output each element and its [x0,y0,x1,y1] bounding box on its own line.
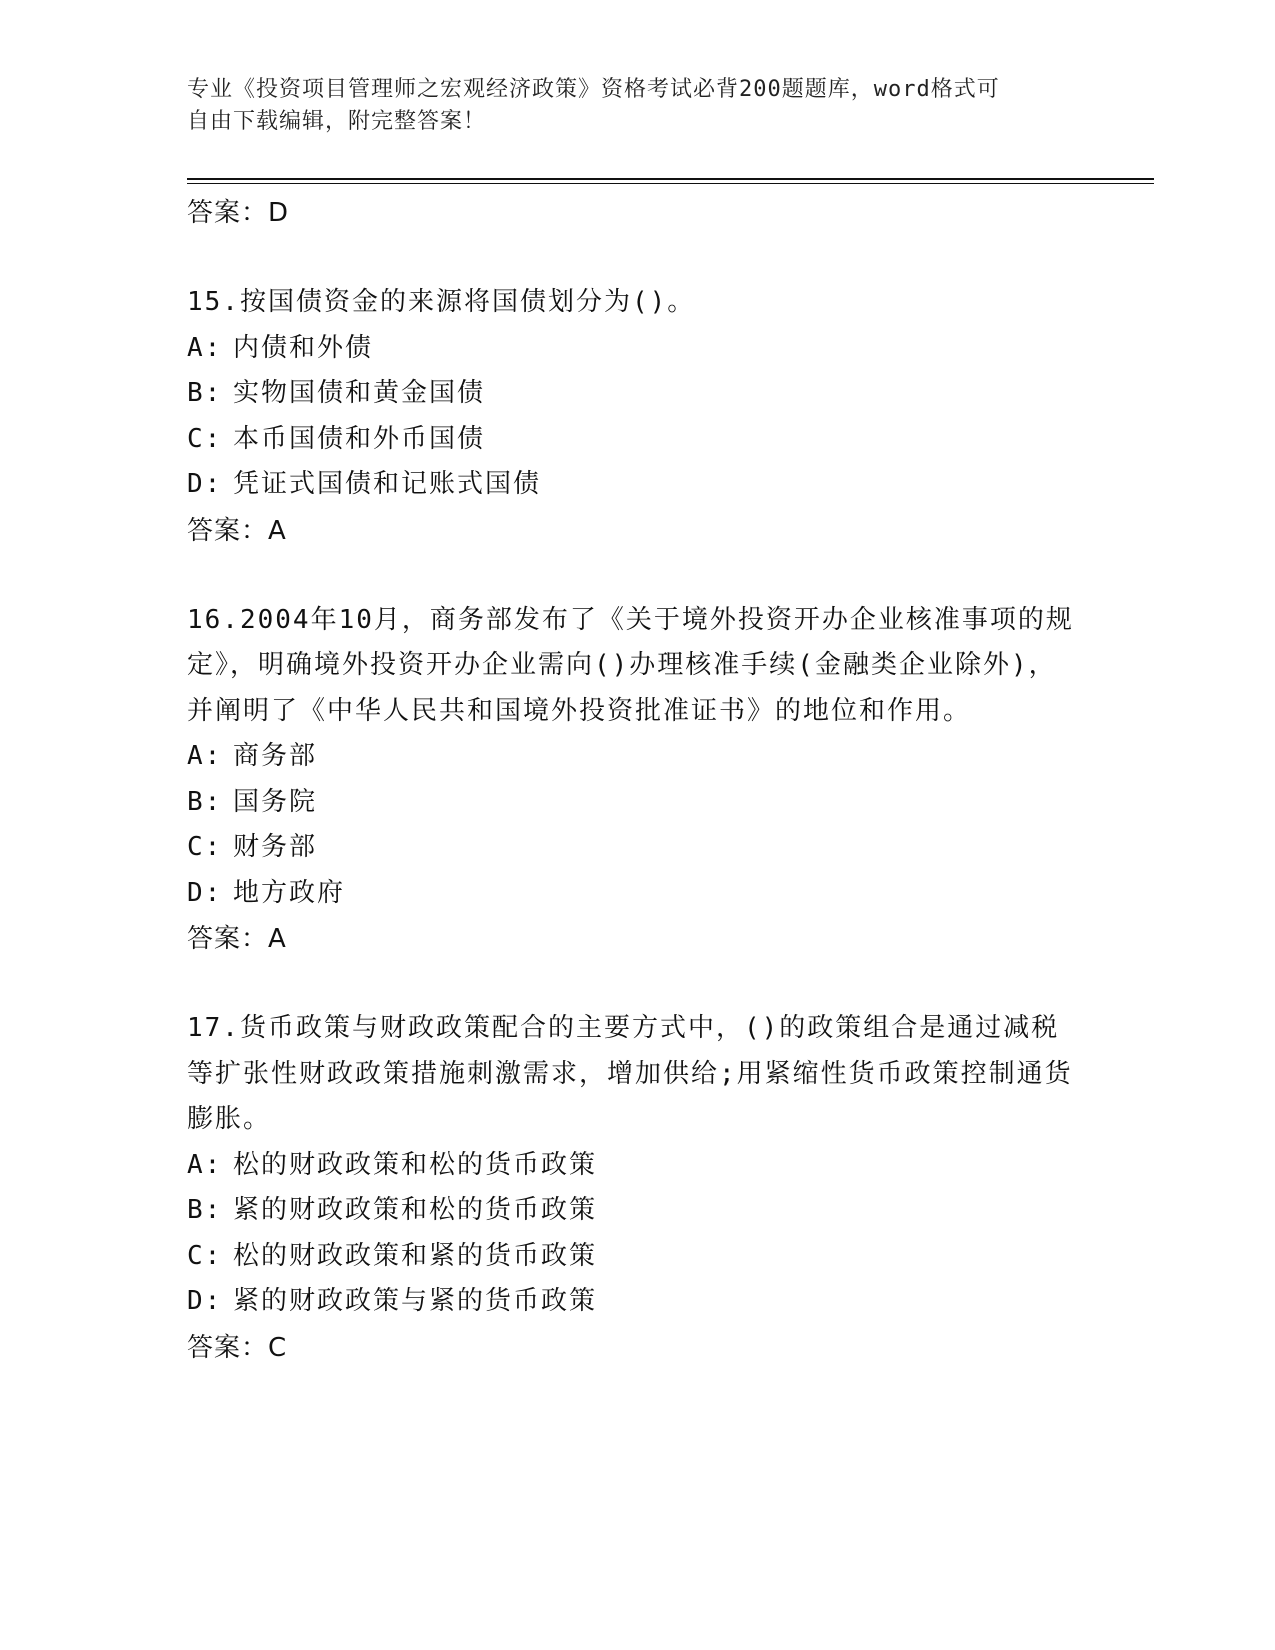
option-text: 紧的财政政策和松的货币政策 [233,1195,598,1225]
header-rule-thin [187,183,1154,184]
option-text: 财务部 [233,832,318,862]
option-c [187,1234,1077,1280]
answer-line: 答案：A [187,924,287,954]
question-stem: 15.按国债资金的来源将国债划分为()。 [187,287,696,317]
option-b [187,780,1077,826]
header-line-1: 专业《投资项目管理师之宏观经济政策》资格考试必背200题题库，word格式可 [187,77,1000,102]
question-17 [187,1006,1077,1371]
question-list [187,190,1077,1371]
option-text: 商务部 [233,741,318,771]
option-letter: D: [187,1286,223,1316]
document-header [187,74,1067,138]
option-letter: C: [187,1240,223,1271]
question-stem: 16.2004年10月，商务部发布了《关于境外投资开办企业核准事项的规定》，明确境外投资开办企业需向()办理核准手续(金融类企业除外)，并阐明了《中华人民共和国境外投资批准证书》的地位和作用。 [187,604,1074,726]
question-16 [187,598,1077,963]
previous-answer: 答案：D [187,198,290,228]
spacer [187,236,1077,280]
option-b [187,1188,1077,1234]
spacer [187,962,1077,1006]
option-text: 内债和外债 [233,332,374,363]
option-c [187,417,1077,463]
option-c [187,825,1077,871]
option-text: 松的财政政策和紧的货币政策 [233,1240,598,1271]
option-b [187,371,1077,417]
option-letter: D: [187,469,223,499]
option-letter: A: [187,741,223,771]
spacer [187,554,1077,598]
option-a [187,326,1077,372]
option-letter: A: [187,332,223,363]
option-letter: B: [187,786,223,817]
option-d [187,462,1077,508]
option-letter: A: [187,1149,223,1180]
option-letter: B: [187,1195,223,1225]
question-stem: 17.货币政策与财政政策配合的主要方式中，()的政策组合是通过减税等扩张性财政政策措施刺激需求，增加供给;用紧缩性货币政策控制通货膨胀。 [187,1013,1073,1134]
option-letter: D: [187,877,223,908]
option-text: 地方政府 [233,877,346,908]
header-line-2: 自由下载编辑，附完整答案！ [187,109,487,134]
option-text: 本币国债和外币国债 [233,423,486,454]
option-letter: C: [187,423,223,454]
question-15 [187,280,1077,554]
option-text: 实物国债和黄金国债 [233,378,486,408]
option-d [187,871,1077,917]
option-text: 松的财政政策和松的货币政策 [233,1149,598,1180]
answer-line: 答案：A [187,515,287,546]
option-a [187,1143,1077,1189]
answer-line: 答案：C [187,1332,288,1363]
option-letter: B: [187,378,223,408]
option-text: 紧的财政政策与紧的货币政策 [233,1286,598,1316]
option-d [187,1279,1077,1325]
option-text: 国务院 [233,786,318,817]
option-letter: C: [187,832,223,862]
option-a [187,734,1077,780]
option-text: 凭证式国债和记账式国债 [233,469,542,499]
header-rule-thick [187,178,1154,180]
